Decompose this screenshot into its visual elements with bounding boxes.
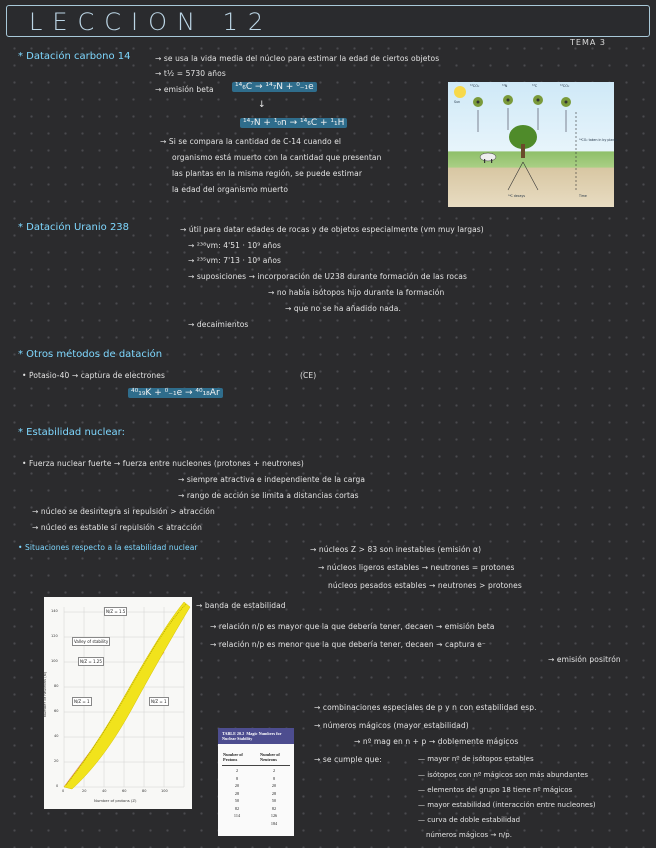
sec4-line9: núcleos pesados estables → neutrones > protones <box>328 581 522 590</box>
table-cell: 20 <box>234 783 240 788</box>
table-cell: 28 <box>234 790 240 796</box>
chart-label-valley: Valley of stability <box>74 639 109 644</box>
sec5-line2: → relación n/p es mayor que la que debería tener, decaen → emisión beta <box>210 622 495 631</box>
table-cell: 8 <box>272 775 276 781</box>
chart-label-ratio-15: N/Z = 1.5 <box>106 609 126 614</box>
title-box <box>6 5 650 37</box>
sec5-line4: → emisión positrón <box>548 655 621 664</box>
sec1-line1: → se usa la vida media del núcleo para estimar la edad de ciertos objetos <box>155 54 440 63</box>
chart-xtick-1: 20 <box>82 789 87 793</box>
table-cell: 126 <box>270 813 278 818</box>
tema-label: TEMA 3 <box>570 38 606 47</box>
section-uranio-title: * Datación Uranio 238 <box>18 222 130 233</box>
table-cell: 82 <box>234 805 240 811</box>
table-cell: 50 <box>271 798 277 803</box>
sec1-para2: organismo está muerto con la cantidad que presentan <box>172 153 382 162</box>
sec5-line10: — isótopos con nº mágicos son más abundantes <box>418 771 589 779</box>
chart-ytick-0: 0 <box>56 784 59 788</box>
sec2-line2: → ²³⁸vm: 4'51 · 10⁹ años <box>188 241 282 250</box>
diagram-label-7: Sun <box>454 100 461 104</box>
sec1-line3: → emisión beta <box>155 85 214 94</box>
sec4-line5: → núcleo es estable si repulsión < atracción <box>32 523 202 532</box>
chart-xtick-3: 60 <box>122 789 127 793</box>
sec1-para4: la edad del organismo muerto <box>172 185 289 194</box>
sec5-line13: — curva de doble estabilidad <box>418 816 521 824</box>
sec1-line2: → t½ = 5730 años <box>155 69 226 78</box>
diagram-label-6: ¹⁴C decays <box>508 194 526 198</box>
sec4-line3: → rango de acción se limita a distancias cortas <box>178 491 359 500</box>
sec2-line7: → decaimientos <box>188 320 249 329</box>
formula-c14-decay: ¹⁴₆C → ¹⁴₇N + ⁰₋₁e <box>232 82 317 92</box>
sec2-line3: → ²³⁵vm: 7'13 · 10⁸ años <box>188 256 282 265</box>
chart-ytick-4: 80 <box>54 684 59 688</box>
chart-xtick-4: 80 <box>142 789 147 793</box>
sec5-line6: → números mágicos (mayor estabilidad) <box>314 721 469 730</box>
chart-ytick-1: 20 <box>54 759 59 763</box>
table-protons-values <box>223 767 251 820</box>
table-cell: 28 <box>271 790 277 796</box>
diagram-label-1: ¹⁴CO₂ <box>470 84 480 88</box>
sec4-line1: • Fuerza nuclear fuerte → fuerza entre nucleones (protones + neutrones) <box>22 459 304 468</box>
sec3-ce: (CE) <box>300 371 317 380</box>
sec2-line5: → no había isótopos hijo durante la formación <box>268 288 445 297</box>
diagram-label-2: ¹⁴N <box>502 84 508 88</box>
table-cell: 114 <box>233 813 241 818</box>
sec5-line8: → se cumple que: <box>314 755 382 764</box>
section-carbono-title: * Datación carbono 14 <box>18 51 131 62</box>
chart-label-ratio-1: N/Z = 1 <box>74 699 90 704</box>
sec2-line4: → suposiciones → incorporación de U238 durante formación de las rocas <box>188 272 468 281</box>
sec5-line12: — mayor estabilidad (interacción entre nucleones) <box>418 801 596 809</box>
chart-ytick-5: 100 <box>51 659 58 663</box>
formula-c14-formation: ¹⁴₇N + ¹₀n → ¹⁴₆C + ¹₁H <box>240 118 347 128</box>
table-header <box>218 728 294 744</box>
sec1-para3: las plantas en la misma región, se puede estimar <box>172 169 363 178</box>
chart-ytick-3: 60 <box>54 709 59 713</box>
diagram-label-8: Time <box>579 194 587 198</box>
section-estabilidad-title: * Estabilidad nuclear: <box>18 427 125 438</box>
sec2-line6: → que no se ha añadido nada. <box>285 304 401 313</box>
sec4-line4: → núcleo se desintegra si repulsión > atracción <box>32 507 215 516</box>
table-col-protons: Number of Protons <box>223 752 243 762</box>
table-cell: 20 <box>271 783 277 788</box>
chart-xtick-0: 0 <box>62 789 65 793</box>
sec1-para1: → Si se compara la cantidad de C-14 cuando el <box>160 137 342 146</box>
chart-ytick-2: 40 <box>54 734 59 738</box>
sec4-line6: • Situaciones respecto a la estabilidad nuclear <box>18 543 198 552</box>
sec5-line7: → nº mag en n + p → doblemente mágicos <box>354 737 519 746</box>
sec5-line11: — elementos del grupo 18 tiene nº mágicos <box>418 786 573 794</box>
sec5-line1: → banda de estabilidad <box>196 601 286 610</box>
diagram-label-5: ¹⁴CO₂ taken in by plants <box>579 138 618 142</box>
chart-label-nz1: N/Z = 1 <box>151 699 167 704</box>
chart-label-ratio-125: N/Z = 1.25 <box>80 659 102 664</box>
table-neutrons-values <box>260 767 288 827</box>
formula-k40: ⁴⁰₁₉K + ⁰₋₁e → ⁴⁰₁₈Ar <box>128 388 223 398</box>
table-title-2: Magic Numbers for Nuclear Stability <box>222 731 282 741</box>
stability-band-chart <box>44 597 192 809</box>
chart-xlabel: Number of protons (Z) <box>94 798 137 803</box>
diagram-label-4: ¹⁴CO₂ <box>560 84 570 88</box>
chart-xtick-5: 100 <box>161 789 168 793</box>
table-cell: 50 <box>234 798 240 803</box>
section-otros-title: * Otros métodos de datación <box>18 349 163 360</box>
table-cell: 8 <box>235 775 239 781</box>
chart-ylabel: Number of neutrons (N) <box>42 671 48 718</box>
carbon-cycle-diagram <box>448 82 618 207</box>
chart-ytick-7: 140 <box>51 609 58 613</box>
table-title-1: TABLE 20.2 <box>222 731 245 736</box>
chart-xtick-2: 40 <box>102 789 107 793</box>
sec2-line1: → útil para datar edades de rocas y de objetos especialmente (vm muy largas) <box>180 225 484 234</box>
magic-numbers-table <box>218 728 294 836</box>
diagram-label-3: ¹⁴C <box>532 84 538 88</box>
arrow-down: ↓ <box>258 100 266 110</box>
sec5-line5: → combinaciones especiales de p y n con estabilidad esp. <box>314 703 537 712</box>
table-cell: 82 <box>271 805 277 811</box>
table-cell: 2 <box>235 768 239 773</box>
table-cell: 184 <box>270 820 278 826</box>
page-title: LECCION 12 <box>29 8 274 36</box>
sec4-line8: → núcleos ligeros estables → neutrones = protones <box>318 563 515 572</box>
sec4-line2: → siempre atractiva e independiente de la carga <box>178 475 366 484</box>
sec4-line7: → núcleos Z > 83 son inestables (emisión α) <box>310 545 482 554</box>
sec3-line1: • Potasio-40 → captura de electrones <box>22 371 165 380</box>
sec5-line3: → relación n/p es menor que la que debería tener, decaen → captura e⁻ <box>210 640 486 649</box>
sec5-line14: números mágicos → n/p. <box>426 831 512 839</box>
chart-ytick-6: 120 <box>51 634 58 638</box>
sec5-line9: — mayor nº de isótopos estables <box>418 755 534 763</box>
table-cell: 2 <box>272 768 276 773</box>
table-col-neutrons: Number of Neutrons <box>260 752 280 762</box>
